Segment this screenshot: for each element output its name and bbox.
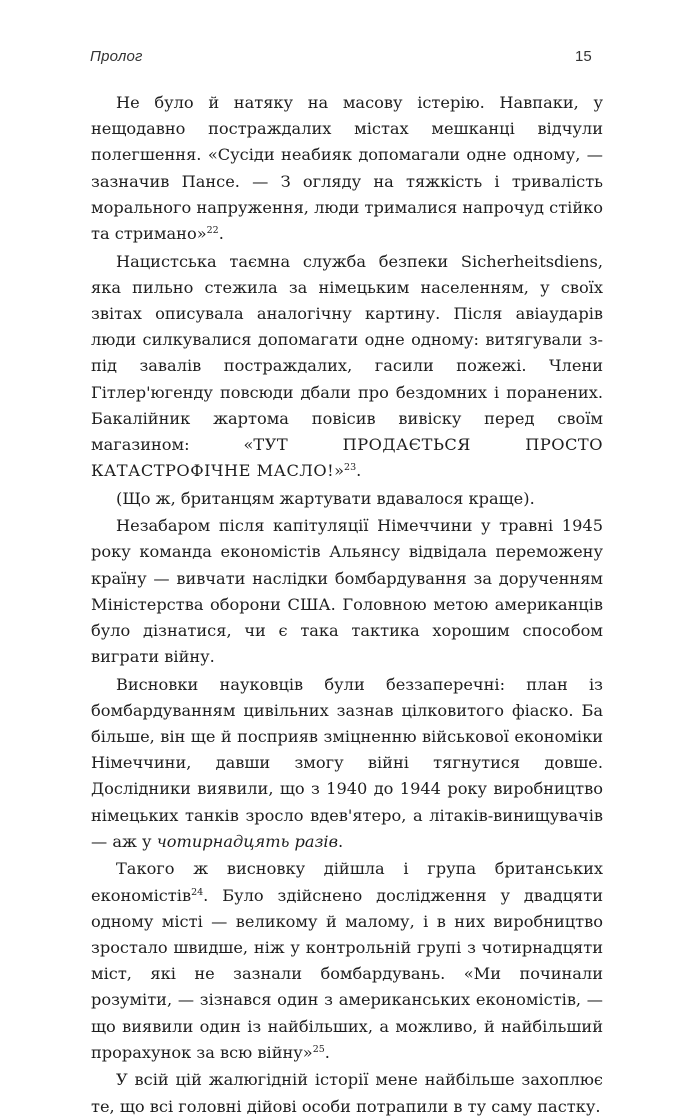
paragraph-text: Такого ж висновку дійшла і група британських економістів	[91, 859, 603, 905]
paragraph-text: Не було й натяку на масову істерію. Навпаки, у нещодавно постраждалих містах мешканці відчули полегшення. «Сусіди неабияк допомагали одне одному, — зазначив Пансе. — З огляду на тяжкість і тривалість морального напруження, люди трималися напрочуд стійко та стримано»	[91, 93, 603, 244]
paragraph-5	[91, 672, 603, 855]
paragraph-text: (Що ж, британцям жартувати вдавалося краще).	[116, 488, 535, 508]
paragraph-text: Висновки науковців були беззаперечні: план із бомбардуванням цивільних зазнав цілковитого фіаско. Ба більше, він ще й посприяв зміцненню військової економіки Німеччини, давши змогу війні тягнутися довше. Дослідники виявили, що з 1940 до 1944 року виробництво німецьких танків зросло вдев'ятеро, а літаків-винищувачів — аж у	[91, 674, 603, 851]
shop-sign-text: ТУТ ПРОДАЄТЬСЯ ПРОСТО КАТАСТРОФІЧНЕ МАСЛО!	[91, 434, 603, 481]
body-text	[91, 90, 603, 1120]
paragraph-text: Нацистська таємна служба безпеки Sicherheitsdiens, яка пильно стежила за німецьким населенням, у своїх звітах описувала аналогічну картину. Після авіаударів люди силкувалися допомагати одне одному: витягували з-під завалів постраждалих, гасили пожежі. Члени Гітлер'югенду повсюди дбали про бездомних і поранених. Бакалійник жартома повісив вивіску перед своїм магазином: «	[91, 251, 603, 454]
paragraph-3	[91, 486, 603, 512]
paragraph-2	[91, 249, 603, 485]
paragraph-tail: .	[218, 224, 224, 244]
footnote-ref-22[interactable]: 22	[206, 225, 219, 237]
paragraph-text-after: »	[334, 461, 345, 481]
paragraph-text-after: .	[338, 831, 344, 851]
paragraph-6	[91, 856, 603, 1066]
paragraph-tail: .	[356, 461, 362, 481]
page-number: 15	[575, 48, 592, 65]
paragraph-text: Незабаром після капітуляції Німеччини у травні 1945 року команда економістів Альянсу відвідала переможену країну — вивчати наслідки бомбардування за дорученням Міністерства оборони США. Головною метою американців було дізнатися, чи є така тактика хорошим способом виграти війну.	[91, 516, 603, 667]
paragraph-4	[91, 513, 603, 670]
running-header-title: Пролог	[90, 48, 143, 65]
paragraph-text-after: . Було здійснено дослідження у двадцяти одному місті — великому й малому, і в них виробництво зростало швидше, ніж у контрольній групі з чотирнадцяти міст, які не зазнали бомбардувань. «Ми починали розуміти, — зізнався один з американських економістів, — що виявили один із найбільших, а можливо, й найбільший прорахунок за всю війну»	[91, 885, 603, 1062]
footnote-ref-24[interactable]: 24	[191, 886, 204, 898]
paragraph-text: У всій цій жалюгідній історії мене найбільше захоплює те, що всі головні дійові особи потрапили в ту саму пастку.	[91, 1070, 603, 1116]
paragraph-tail: .	[324, 1042, 330, 1062]
footnote-ref-25[interactable]: 25	[312, 1043, 325, 1055]
paragraph-7	[91, 1067, 603, 1119]
footnote-ref-23[interactable]: 23	[344, 462, 357, 474]
emphasis-text: чотирнадцять разів	[156, 831, 338, 851]
paragraph-1	[91, 90, 603, 247]
